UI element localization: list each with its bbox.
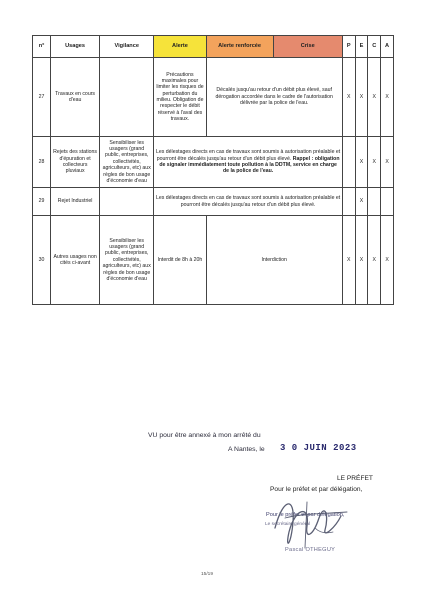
row-e: X <box>355 188 368 216</box>
row-c: X <box>368 216 381 305</box>
row-c: X <box>368 58 381 137</box>
row-a: X <box>381 137 394 188</box>
prefet-title: LE PRÉFET <box>337 475 373 482</box>
header-c: C <box>368 36 381 58</box>
place-text: A Nantes, le <box>228 446 265 453</box>
approval-text: VU pour être annexé à mon arrêté du <box>148 432 261 439</box>
row-renforcee-crise: Décalés jusqu'au retour d'un débit plus élevé, sauf dérogation accordée dans le cadre de l'autorisation délivrée par la police de l'eau. <box>206 58 342 137</box>
row-num: 30 <box>33 216 51 305</box>
table-row <box>33 137 394 188</box>
row-c: X <box>368 137 381 188</box>
row-alerte: Précautions maximales pour limiter les risques de perturbation du milieu. Obligation de respecter le débit réservé à l'aval des travaux. <box>154 58 206 137</box>
row-e: X <box>355 137 368 188</box>
row-usage: Rejets des stations d'épuration et collecteurs pluviaux <box>51 137 100 188</box>
row-p: X <box>342 58 355 137</box>
measure-reminder: Rappel : obligation de signaler immédiatement toute pollution à la DDTM, service en charge de la police de l'eau. <box>159 155 340 175</box>
measure-text: Les délestages directs en cas de travaux sont soumis à autorisation préalable et pourront être décalés jusqu'au retour d'un débit plus élevé. <box>155 149 341 162</box>
handwritten-signature <box>255 488 375 558</box>
header-vigilance: Vigilance <box>100 36 154 58</box>
table-header-row <box>33 36 394 58</box>
header-a: A <box>381 36 394 58</box>
row-num: 27 <box>33 58 51 137</box>
row-alerte: Interdit de 8h à 20h <box>154 216 206 305</box>
row-num: 29 <box>33 188 51 216</box>
table-row <box>33 58 394 137</box>
row-usage: Rejet Industriel <box>51 188 100 216</box>
table-row <box>33 188 394 216</box>
delegation-text: Pour le préfet et par délégation, <box>270 486 363 493</box>
row-a: X <box>381 58 394 137</box>
row-e: X <box>355 58 368 137</box>
header-alerte: Alerte <box>154 36 206 58</box>
row-e: X <box>355 216 368 305</box>
row-merged-measure: Les délestages directs en cas de travaux sont soumis à autorisation préalable et pourront être décalés jusqu'au retour d'un débit plus élevé. <box>154 188 342 216</box>
header-crise: Crise <box>273 36 342 58</box>
row-p: X <box>342 216 355 305</box>
row-usage: Autres usages non cités ci-avant <box>51 216 100 305</box>
header-alerte-renforcee: Alerte renforcée <box>206 36 273 58</box>
header-usages: Usages <box>51 36 100 58</box>
row-num: 28 <box>33 137 51 188</box>
signature-role: Le secrétaire général <box>265 522 311 527</box>
page-number: 15/19 <box>201 572 214 577</box>
signature-block-text: Pour le préfet et par délégation, <box>266 512 345 518</box>
row-vigilance <box>100 58 154 137</box>
row-a <box>381 188 394 216</box>
table-row <box>33 216 394 305</box>
row-vigilance: Sensibiliser les usagers (grand public, entreprises, collectivités, agriculteurs, etc) aux règles de bon usage d'économie d'eau <box>100 137 154 188</box>
row-usage: Travaux en cours d'eau <box>51 58 100 137</box>
row-merged-measure <box>154 137 342 188</box>
restriction-table <box>32 35 394 305</box>
header-p: P <box>342 36 355 58</box>
row-renforcee-crise: Interdiction <box>206 216 342 305</box>
row-p <box>342 188 355 216</box>
row-a: X <box>381 216 394 305</box>
row-vigilance: Sensibiliser les usagers (grand public, entreprises, collectivités, agriculteurs, etc) aux règles de bon usage d'économie d'eau <box>100 216 154 305</box>
header-e: E <box>355 36 368 58</box>
signatory-name: Pascal OTHEGUY <box>285 547 336 553</box>
date-stamp: 3 0 JUIN 2023 <box>280 443 357 453</box>
row-p <box>342 137 355 188</box>
header-num: n° <box>33 36 51 58</box>
row-vigilance <box>100 188 154 216</box>
row-c <box>368 188 381 216</box>
